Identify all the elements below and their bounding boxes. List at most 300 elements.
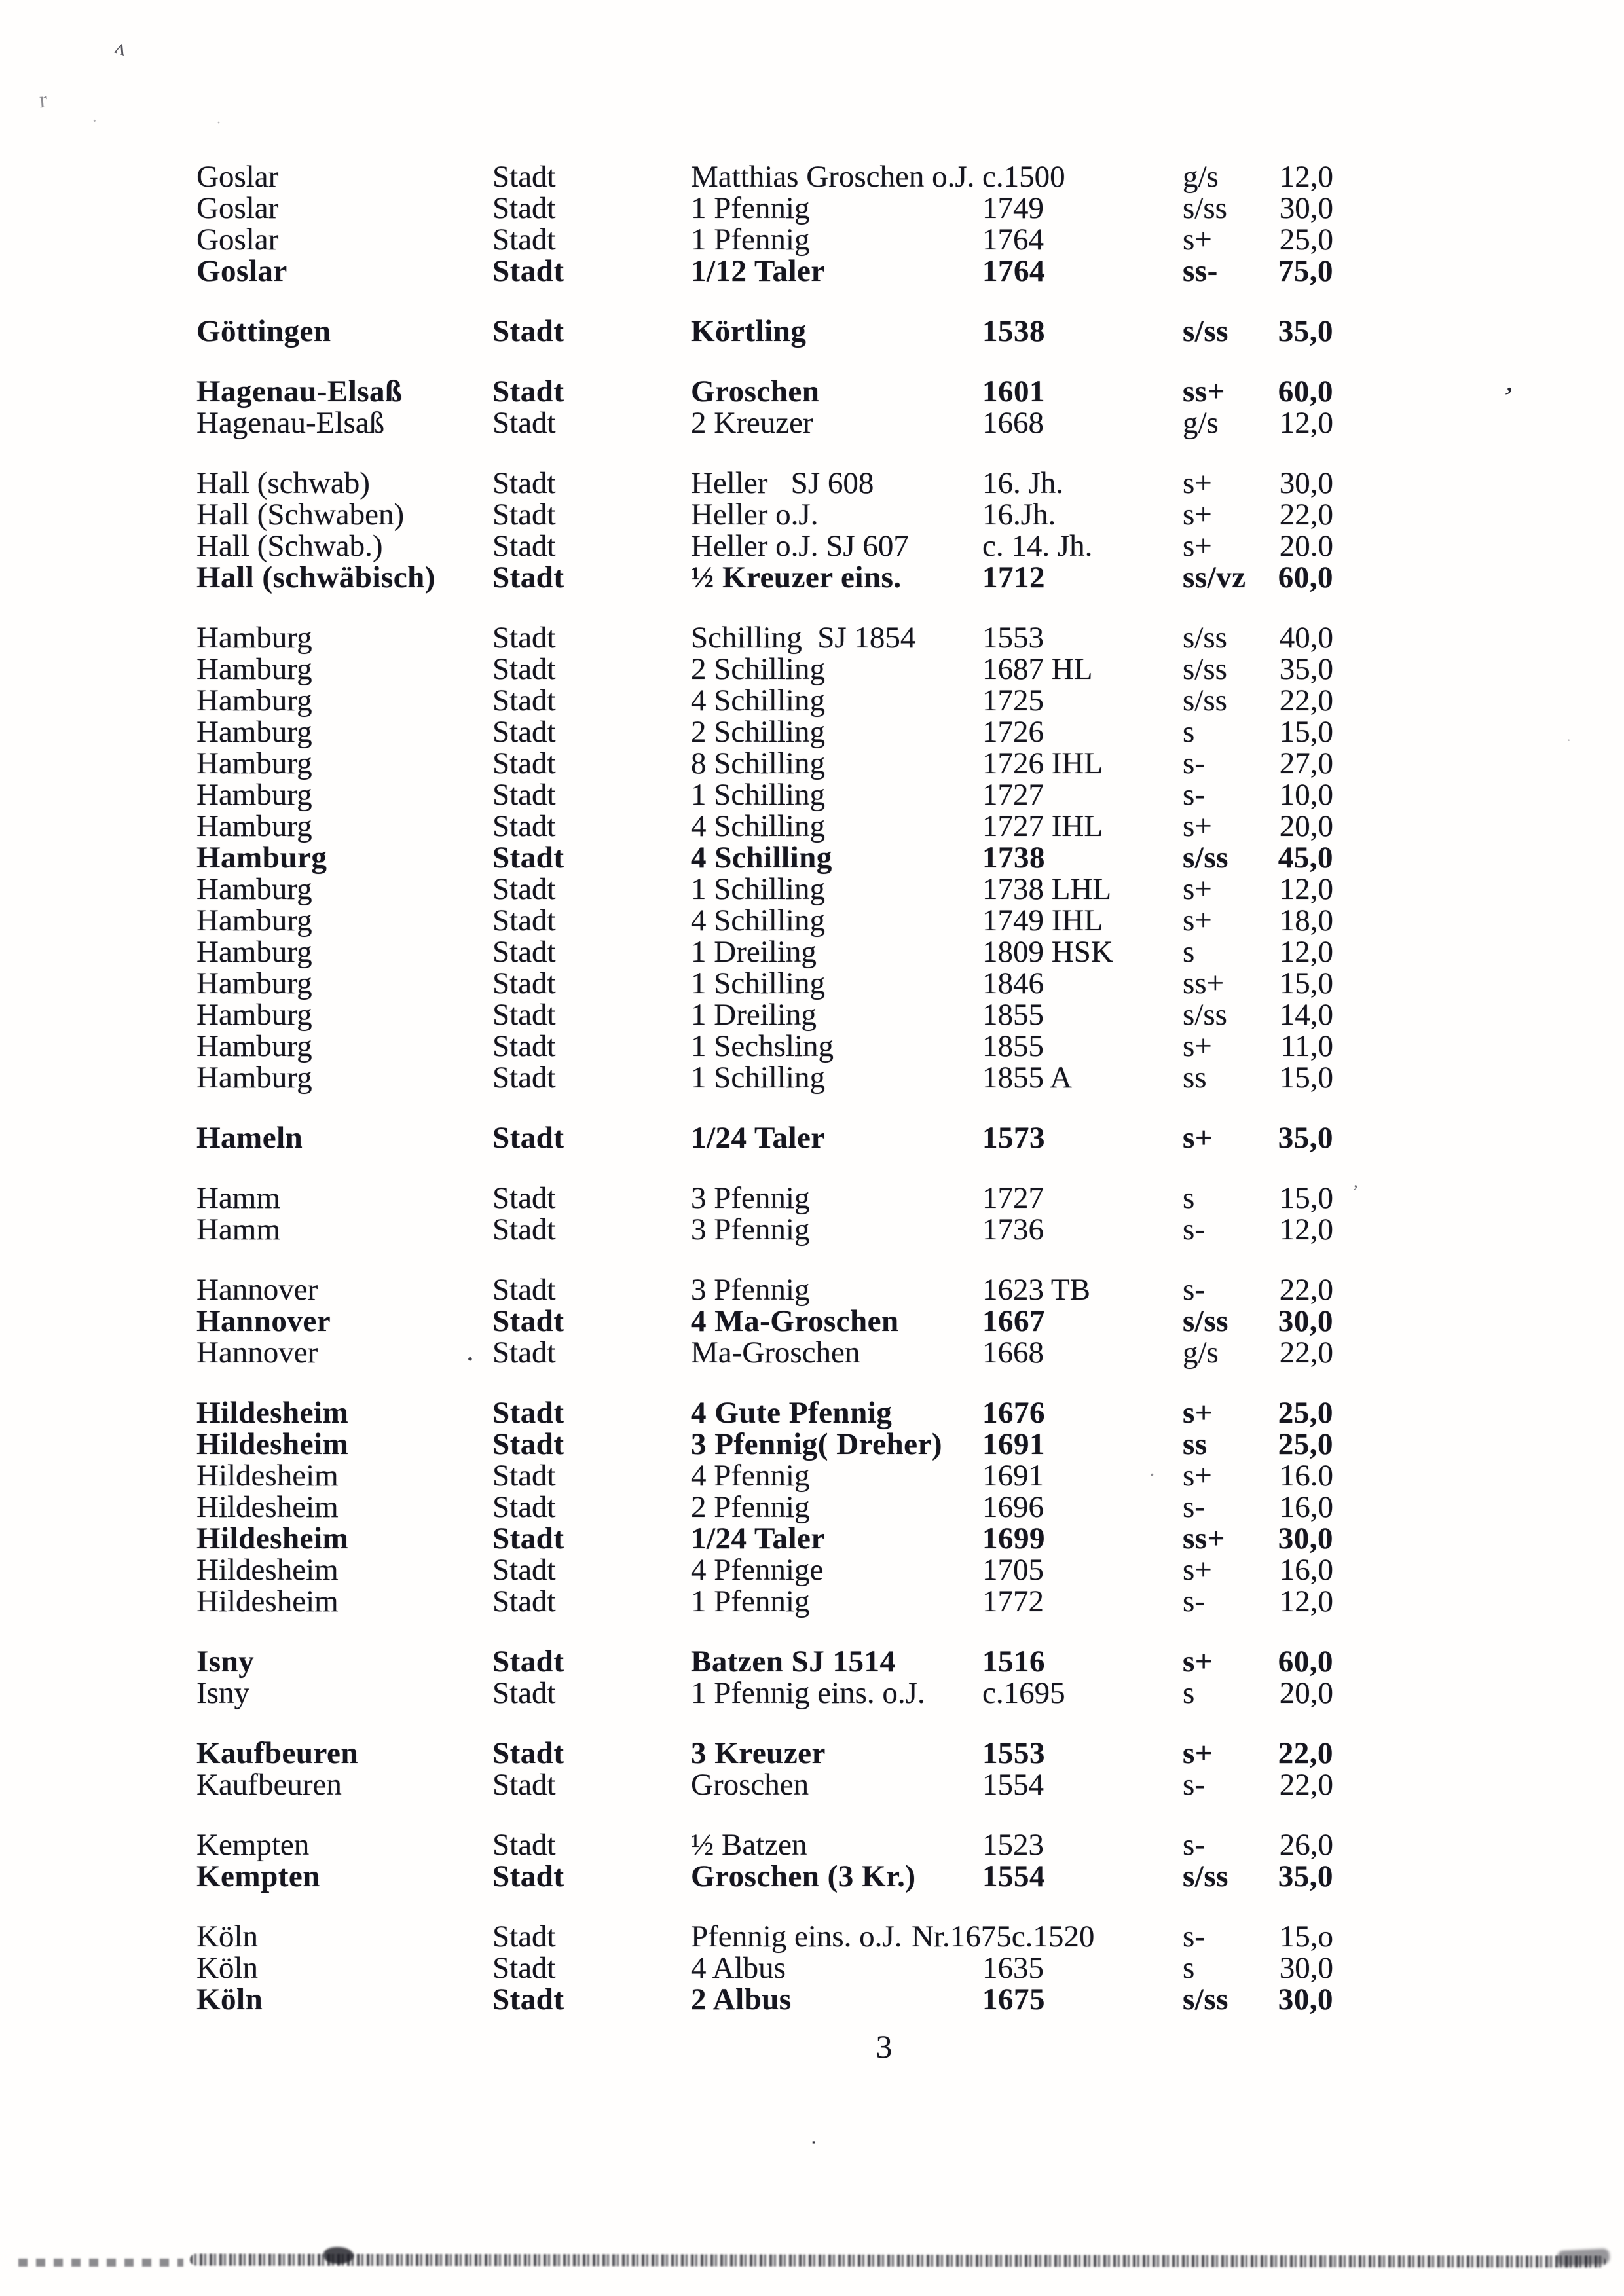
city-cell: Hamburg (196, 872, 312, 906)
desc-cell: 1 Pfennig (691, 191, 810, 225)
price-cell: 10,0 (1279, 778, 1333, 812)
scan-noise-band (190, 2253, 1606, 2267)
table-row (0, 748, 1624, 779)
table-row (0, 499, 1624, 530)
city-cell: Hamburg (196, 1061, 312, 1095)
type-cell: Stadt (492, 1427, 564, 1461)
price-cell: 15,0 (1279, 715, 1333, 749)
city-cell: Hamburg (196, 778, 312, 812)
grade-cell: s- (1183, 746, 1205, 780)
desc-cell: Heller o.J. SJ 607 (691, 529, 909, 563)
desc-cell: 4 Schilling (691, 841, 832, 875)
type-cell: Stadt (492, 1304, 564, 1338)
price-cell: 12,0 (1279, 872, 1333, 906)
city-cell: Hannover (196, 1273, 318, 1307)
price-cell: 16.0 (1279, 1459, 1333, 1493)
desc-cell: 1 Pfennig eins. o.J. (691, 1676, 925, 1710)
table-row (0, 622, 1624, 653)
price-cell: 30,0 (1279, 191, 1333, 225)
year-cell: c.1695 (982, 1676, 1065, 1710)
table-row (0, 316, 1624, 347)
grade-cell: s+ (1183, 903, 1212, 938)
price-cell: 22,0 (1279, 498, 1333, 532)
city-cell: Hildesheim (196, 1396, 349, 1430)
year-cell: 1809 HSK (982, 935, 1113, 969)
table-row (0, 192, 1624, 224)
group-gap (0, 1892, 1624, 1921)
year-cell: 16.Jh. (982, 498, 1056, 532)
scan-artifact: · (1566, 732, 1572, 748)
desc-cell: 3 Pfennig (691, 1212, 810, 1247)
table-row (0, 1738, 1624, 1769)
group-gap (0, 347, 1624, 376)
desc-cell: 4 Albus (691, 1951, 786, 1985)
city-cell: Hall (schwab) (196, 466, 370, 500)
scan-noise-band-right (1557, 2248, 1610, 2267)
city-cell: Kempten (196, 1828, 310, 1862)
type-cell: Stadt (492, 1522, 564, 1556)
year-cell: 1855 A (982, 1061, 1073, 1095)
type-cell: Stadt (492, 1736, 564, 1770)
year-cell: 1696 (982, 1490, 1044, 1524)
city-cell: Goslar (196, 254, 287, 288)
type-cell: Stadt (492, 872, 556, 906)
desc-cell: Groschen (691, 1768, 809, 1802)
scan-artifact: · (92, 111, 98, 130)
desc-cell: Matthias Groschen o.J. (691, 160, 975, 194)
table-row (0, 811, 1624, 842)
price-cell: 15,0 (1279, 966, 1333, 1000)
type-cell: Stadt (492, 466, 556, 500)
year-cell: 1554 (982, 1768, 1044, 1802)
type-cell: Stadt (492, 1553, 556, 1587)
price-cell: 12,0 (1279, 935, 1333, 969)
grade-cell: s (1183, 1181, 1195, 1215)
desc-cell: 1 Schilling (691, 872, 825, 906)
type-cell: Stadt (492, 652, 556, 686)
desc-cell: 2 Schilling (691, 715, 825, 749)
type-cell: Stadt (492, 809, 556, 843)
city-cell: Kempten (196, 1859, 320, 1893)
year-cell: 1623 TB (982, 1273, 1090, 1307)
price-cell: 11,0 (1280, 1029, 1333, 1063)
type-cell: Stadt (492, 160, 556, 194)
grade-cell: s/ss (1183, 652, 1227, 686)
grade-cell: ss/vz (1183, 560, 1246, 594)
year-cell: c. 14. Jh. (982, 529, 1093, 563)
year-cell: 1691 (982, 1459, 1044, 1493)
scan-artifact: · (216, 115, 221, 132)
table-row (0, 1769, 1624, 1800)
grade-cell: s+ (1183, 223, 1212, 257)
year-cell: 1749 IHL (982, 903, 1103, 938)
type-cell: Stadt (492, 841, 564, 875)
price-cell: 25,0 (1278, 1427, 1333, 1461)
grade-cell: ss (1183, 1427, 1208, 1461)
grade-cell: s+ (1183, 498, 1212, 532)
price-cell: 60,0 (1278, 1645, 1333, 1679)
price-cell: 30,0 (1278, 1982, 1333, 2016)
type-cell: Stadt (492, 935, 556, 969)
city-cell: Hildesheim (196, 1490, 339, 1524)
city-cell: Hamburg (196, 903, 312, 938)
table-row (0, 1491, 1624, 1523)
desc-cell: 1 Pfennig (691, 1584, 810, 1618)
price-cell: 16,0 (1279, 1553, 1333, 1587)
table-row (0, 376, 1624, 407)
group-gap (0, 1245, 1624, 1274)
price-cell: 15,o (1279, 1920, 1333, 1954)
desc-cell: ½ Kreuzer eins. (691, 560, 902, 594)
grade-cell: s+ (1183, 529, 1212, 563)
desc-cell: 3 Pfennig (691, 1181, 810, 1215)
grade-cell: s+ (1183, 466, 1212, 500)
type-cell: Stadt (492, 254, 564, 288)
desc-cell: 1 Dreiling (691, 998, 817, 1032)
grade-cell: g/s (1183, 1336, 1219, 1370)
desc-cell: 4 Pfennige (691, 1553, 824, 1587)
year-cell: 1855 (982, 1029, 1044, 1063)
desc-cell: Groschen (691, 374, 820, 409)
city-cell: Isny (196, 1676, 249, 1710)
city-cell: Köln (196, 1951, 258, 1985)
table-row (0, 968, 1624, 999)
type-cell: Stadt (492, 314, 564, 348)
price-cell: 45,0 (1278, 841, 1333, 875)
grade-cell: s- (1183, 1273, 1205, 1307)
price-cell: 30,0 (1278, 1304, 1333, 1338)
price-cell: 12,0 (1279, 1212, 1333, 1247)
city-cell: Hildesheim (196, 1427, 349, 1461)
desc-cell: Groschen (3 Kr.) (691, 1859, 916, 1893)
year-cell: 1772 (982, 1584, 1044, 1618)
desc-cell: 4 Gute Pfennig (691, 1396, 893, 1430)
desc-cell: Körtling (691, 314, 807, 348)
grade-cell: s+ (1183, 1121, 1213, 1155)
type-cell: Stadt (492, 1273, 556, 1307)
price-cell: 20,0 (1279, 1676, 1333, 1710)
type-cell: Stadt (492, 746, 556, 780)
desc-cell: 4 Schilling (691, 683, 825, 718)
city-cell: Hildesheim (196, 1584, 339, 1618)
desc-cell: 1 Schilling (691, 1061, 825, 1095)
city-cell: Hildesheim (196, 1522, 349, 1556)
price-cell: 27,0 (1279, 746, 1333, 780)
city-cell: Hamburg (196, 998, 312, 1032)
type-cell: Stadt (492, 998, 556, 1032)
desc-cell: Schilling SJ 1854 (691, 621, 916, 655)
group-gap (0, 1800, 1624, 1829)
city-cell: Hall (schwäbisch) (196, 560, 435, 594)
year-cell: 1846 (982, 966, 1044, 1000)
price-cell: 12,0 (1279, 160, 1333, 194)
price-cell: 20.0 (1279, 529, 1333, 563)
table-row (0, 936, 1624, 968)
price-cell: 75,0 (1278, 254, 1333, 288)
group-gap (0, 1154, 1624, 1182)
desc-cell: Batzen SJ 1514 (691, 1645, 896, 1679)
year-cell: 1668 (982, 1336, 1044, 1370)
type-cell: Stadt (492, 406, 556, 440)
table-row (0, 779, 1624, 811)
desc-cell: 1 Schilling (691, 966, 825, 1000)
grade-cell: s (1183, 715, 1195, 749)
table-row (0, 1523, 1624, 1554)
table-row (0, 1677, 1624, 1709)
grade-cell: s+ (1183, 1736, 1213, 1770)
year-cell: 1676 (982, 1396, 1045, 1430)
year-cell: 1764 (982, 223, 1044, 257)
grade-cell: ss+ (1183, 374, 1225, 409)
table-row (0, 255, 1624, 287)
year-cell: 1687 HL (982, 652, 1093, 686)
year-cell: 1668 (982, 406, 1044, 440)
table-row (0, 407, 1624, 439)
grade-cell: s/ss (1183, 314, 1228, 348)
table-row (0, 1122, 1624, 1154)
price-cell: 30,0 (1278, 1522, 1333, 1556)
grade-cell: s+ (1183, 1396, 1213, 1430)
price-cell: 12,0 (1279, 406, 1333, 440)
price-cell: 22,0 (1279, 1273, 1333, 1307)
grade-cell: ss+ (1183, 966, 1225, 1000)
city-cell: Hagenau-Elsaß (196, 406, 385, 440)
year-cell: 1764 (982, 254, 1045, 288)
grade-cell: s- (1183, 1828, 1205, 1862)
grade-cell: s/ss (1183, 998, 1227, 1032)
coin-price-table (0, 161, 1624, 2015)
price-cell: 26,0 (1279, 1828, 1333, 1862)
type-cell: Stadt (492, 1336, 556, 1370)
grade-cell: s- (1183, 1584, 1205, 1618)
city-cell: Hameln (196, 1121, 303, 1155)
city-cell: Goslar (196, 191, 279, 225)
table-row (0, 1554, 1624, 1586)
type-cell: Stadt (492, 1920, 556, 1954)
year-cell: 1573 (982, 1121, 1045, 1155)
city-cell: Hamburg (196, 809, 312, 843)
price-cell: 22,0 (1278, 1736, 1333, 1770)
price-cell: 22,0 (1279, 683, 1333, 718)
city-cell: Göttingen (196, 314, 331, 348)
grade-cell: s/ss (1183, 191, 1227, 225)
table-row (0, 685, 1624, 716)
group-gap (0, 1709, 1624, 1738)
year-cell: 1554 (982, 1859, 1045, 1893)
type-cell: Stadt (492, 1212, 556, 1247)
desc-cell: 3 Pfennig( Dreher) (691, 1427, 943, 1461)
year-cell: 1667 (982, 1304, 1045, 1338)
desc-cell: 3 Kreuzer (691, 1736, 826, 1770)
scan-artifact: · (1149, 1463, 1156, 1486)
price-cell: 15,0 (1279, 1061, 1333, 1095)
grade-cell: s/ss (1183, 1859, 1228, 1893)
city-cell: Hannover (196, 1304, 331, 1338)
table-row (0, 1829, 1624, 1861)
type-cell: Stadt (492, 1396, 564, 1430)
year-cell: 1699 (982, 1522, 1045, 1556)
grade-cell: s/ss (1183, 621, 1227, 655)
grade-cell: g/s (1183, 406, 1219, 440)
price-cell: 14,0 (1279, 998, 1333, 1032)
type-cell: Stadt (492, 903, 556, 938)
grade-cell: s+ (1183, 1553, 1212, 1587)
table-row (0, 1429, 1624, 1460)
table-row (0, 1646, 1624, 1677)
desc-cell: 2 Kreuzer (691, 406, 813, 440)
table-row (0, 999, 1624, 1030)
grade-cell: s- (1183, 778, 1205, 812)
grade-cell: s (1183, 935, 1195, 969)
grade-cell: s- (1183, 1768, 1205, 1802)
year-cell: 1553 (982, 1736, 1045, 1770)
price-cell: 60,0 (1278, 374, 1333, 409)
year-cell: 1738 (982, 841, 1045, 875)
type-cell: Stadt (492, 1121, 564, 1155)
desc-cell: 4 Schilling (691, 809, 825, 843)
type-cell: Stadt (492, 1490, 556, 1524)
table-row (0, 1984, 1624, 2015)
desc-cell: 2 Pfennig (691, 1490, 810, 1524)
scan-artifact: ʌ (111, 34, 130, 61)
year-cell: 1516 (982, 1645, 1045, 1679)
group-gap (0, 593, 1624, 622)
year-cell: 1691 (982, 1427, 1045, 1461)
table-row (0, 1397, 1624, 1429)
city-cell: Hamburg (196, 1029, 312, 1063)
type-cell: Stadt (492, 778, 556, 812)
city-cell: Kaufbeuren (196, 1768, 342, 1802)
grade-cell: ss+ (1183, 1522, 1225, 1556)
city-cell: Goslar (196, 223, 279, 257)
year-cell: 1726 (982, 715, 1044, 749)
type-cell: Stadt (492, 966, 556, 1000)
type-cell: Stadt (492, 1982, 564, 2016)
table-row (0, 1274, 1624, 1305)
city-cell: Köln (196, 1982, 263, 2016)
city-cell: Köln (196, 1920, 258, 1954)
type-cell: Stadt (492, 223, 556, 257)
desc-cell: 1/24 Taler (691, 1522, 825, 1556)
desc-cell: 1/24 Taler (691, 1121, 825, 1155)
desc-cell: 1 Dreiling (691, 935, 817, 969)
city-cell: Hamburg (196, 841, 327, 875)
grade-cell: s- (1183, 1212, 1205, 1247)
city-cell: Hamm (196, 1181, 280, 1215)
year-cell: 1725 (982, 683, 1044, 718)
desc-cell: 8 Schilling (691, 746, 825, 780)
price-cell: 35,0 (1278, 1121, 1333, 1155)
group-gap (0, 1617, 1624, 1646)
grade-cell: s+ (1183, 1029, 1212, 1063)
year-cell: 1705 (982, 1553, 1044, 1587)
table-row (0, 1334, 1624, 1370)
city-cell: Hannover (196, 1336, 318, 1370)
city-cell: Hamm (196, 1212, 280, 1247)
type-cell: Stadt (492, 621, 556, 655)
type-cell: Stadt (492, 1029, 556, 1063)
type-cell: Stadt (492, 1181, 556, 1215)
group-gap (0, 1093, 1624, 1122)
year-cell: c.1500 (982, 160, 1065, 194)
grade-cell: ss- (1183, 254, 1218, 288)
city-cell: Kaufbeuren (196, 1736, 358, 1770)
price-cell: 40,0 (1279, 621, 1333, 655)
year-cell: 1601 (982, 374, 1045, 409)
city-cell: Hamburg (196, 935, 312, 969)
type-cell: Stadt (492, 1584, 556, 1618)
group-gap (0, 1368, 1624, 1397)
table-row (0, 905, 1624, 936)
year-cell: 1523 (982, 1828, 1044, 1862)
price-cell: 15,0 (1279, 1181, 1333, 1215)
city-cell: Hamburg (196, 966, 312, 1000)
type-cell: Stadt (492, 683, 556, 718)
city-cell: Hamburg (196, 652, 312, 686)
price-cell: 35,0 (1279, 652, 1333, 686)
desc-cell: Ma-Groschen (691, 1336, 860, 1370)
table-row (0, 716, 1624, 748)
city-cell: Hamburg (196, 621, 312, 655)
year-cell: 1635 (982, 1951, 1044, 1985)
price-cell: 30,0 (1279, 1951, 1333, 1985)
city-cell: Hall (Schwaben) (196, 498, 405, 532)
table-row (0, 1182, 1624, 1214)
table-row (0, 1952, 1624, 1984)
desc-cell: Heller o.J. (691, 498, 819, 532)
city-cell: Hildesheim (196, 1553, 339, 1587)
price-cell: 60,0 (1278, 560, 1333, 594)
scan-artifact: ’ (1498, 379, 1517, 415)
table-row (0, 1460, 1624, 1491)
scan-artifact: . (466, 1334, 474, 1368)
type-cell: Stadt (492, 1859, 564, 1893)
city-cell: Hall (Schwab.) (196, 529, 383, 563)
type-cell: Stadt (492, 1828, 556, 1862)
type-cell: Stadt (492, 191, 556, 225)
table-row (0, 467, 1624, 499)
city-cell: Isny (196, 1645, 255, 1679)
desc-cell: 1 Pfennig (691, 223, 810, 257)
grade-cell: s (1183, 1676, 1195, 1710)
price-cell: 25,0 (1279, 223, 1333, 257)
desc-cell: ½ Batzen (691, 1828, 807, 1862)
grade-cell: s+ (1183, 809, 1212, 843)
price-cell: 25,0 (1278, 1396, 1333, 1430)
grade-cell: s- (1183, 1490, 1205, 1524)
table-row (0, 224, 1624, 255)
type-cell: Stadt (492, 1676, 556, 1710)
type-cell: Stadt (492, 1645, 564, 1679)
year-cell: 1538 (982, 314, 1045, 348)
type-cell: Stadt (492, 498, 556, 532)
grade-cell: s/ss (1183, 1304, 1228, 1338)
city-cell: Hildesheim (196, 1459, 339, 1493)
year-cell: 1727 (982, 1181, 1044, 1215)
type-cell: Stadt (492, 560, 564, 594)
type-cell: Stadt (492, 715, 556, 749)
year-cell: Nr.1675c.1520 (912, 1920, 1095, 1954)
table-row (0, 161, 1624, 192)
city-cell: Hamburg (196, 683, 312, 718)
table-row (0, 1921, 1624, 1952)
scan-noise-blob (323, 2247, 354, 2264)
page-number: 3 (876, 2028, 893, 2065)
price-cell: 35,0 (1278, 1859, 1333, 1893)
price-cell: 35,0 (1278, 314, 1333, 348)
desc-cell: 1/12 Taler (691, 254, 825, 288)
year-cell: 1749 (982, 191, 1044, 225)
